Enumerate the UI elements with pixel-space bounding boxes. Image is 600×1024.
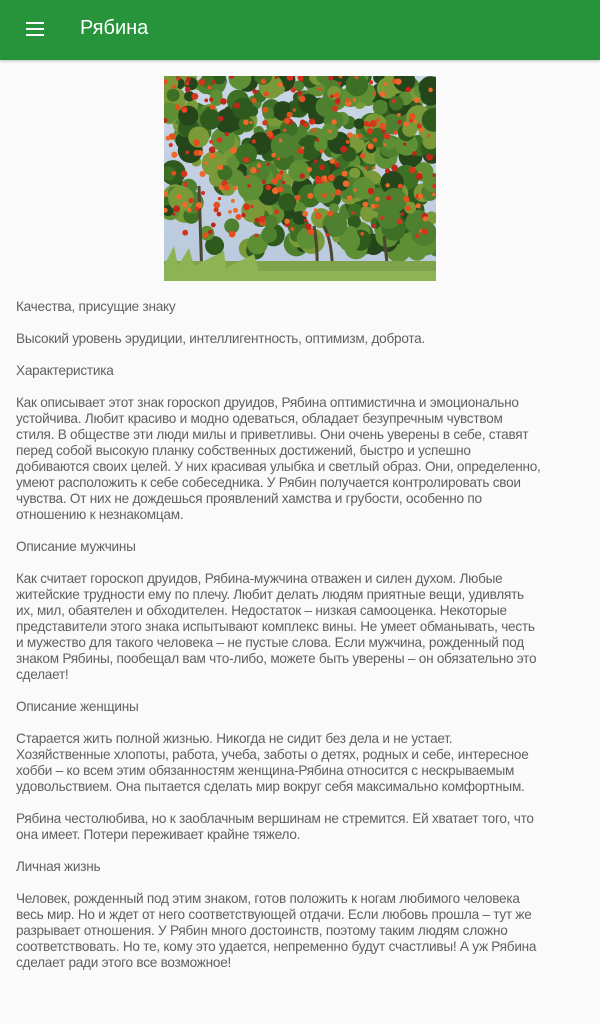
berry-mark — [195, 207, 200, 212]
berry-mark — [305, 223, 312, 230]
berry-mark — [187, 208, 192, 213]
berry-mark — [320, 149, 324, 153]
berry-mark — [232, 186, 237, 191]
berry-mark — [367, 143, 373, 149]
berry-mark — [415, 234, 419, 238]
berry-mark — [398, 184, 403, 189]
berry-mark — [185, 81, 189, 85]
berry-mark — [397, 113, 401, 117]
text-line: Старается жить полной жизнью. Никогда не сидит без дела и не устает. — [16, 731, 453, 746]
berry-mark — [250, 167, 256, 173]
berry-mark — [247, 175, 250, 178]
berry-mark — [331, 193, 334, 196]
berry-mark — [261, 79, 266, 84]
berry-mark — [234, 102, 240, 108]
berry-mark — [165, 136, 170, 141]
text-line: стиля. В обществе эти люди милы и приветливы. Они очень уверены в себе, ставят — [16, 427, 529, 442]
berry-mark — [193, 139, 200, 146]
text-line: Хозяйственные хлопоты, работа, учеба, заботы о детях, родных и себе, интересное — [16, 747, 529, 762]
berry-mark — [266, 163, 269, 166]
berry-mark — [332, 106, 338, 112]
text-line: Описание женщины — [16, 699, 139, 714]
berry-mark — [312, 128, 316, 132]
text-line: Как считает гороскоп друидов, Рябина-мужчина отважен и силен духом. Любые — [16, 571, 503, 586]
article-content — [16, 299, 596, 987]
berry-mark — [397, 120, 402, 125]
text-line: сделает! — [16, 667, 69, 682]
foliage-mark — [264, 215, 277, 228]
berry-mark — [208, 230, 213, 235]
berry-mark — [406, 87, 411, 92]
berry-mark — [428, 88, 433, 93]
berry-mark — [194, 150, 200, 156]
berry-mark — [346, 140, 350, 144]
berry-mark — [182, 230, 188, 236]
berry-mark — [207, 85, 211, 89]
text-line: Рябина честолюбива, но к заоблачным вершинам не стремится. Ей хватает того, что — [16, 811, 534, 826]
berry-mark — [252, 139, 256, 143]
foliage-mark — [424, 110, 434, 120]
foliage-mark — [389, 96, 404, 111]
berry-mark — [229, 231, 236, 238]
berry-mark — [432, 174, 435, 177]
berry-mark — [209, 147, 216, 154]
berry-mark — [290, 227, 294, 231]
berry-mark — [307, 193, 313, 199]
berry-mark — [262, 120, 267, 125]
berry-mark — [391, 165, 398, 172]
berry-mark — [172, 171, 177, 176]
berry-mark — [233, 208, 238, 213]
berry-mark — [231, 199, 235, 203]
berry-mark — [371, 204, 374, 207]
berry-mark — [297, 91, 302, 96]
berry-mark — [340, 146, 347, 153]
berry-mark — [203, 232, 209, 238]
berry-mark — [299, 96, 305, 102]
berry-mark — [331, 119, 336, 124]
berry-mark — [372, 166, 375, 169]
text-line: представители этого знака испытывают комплекс вины. Не умеет обманывать, честь — [16, 619, 535, 634]
berry-mark — [218, 116, 223, 121]
berry-mark — [315, 212, 322, 219]
text-line: умеют расположить к себе собеседника. У Рябин получается контролировать свои — [16, 475, 521, 490]
text-line: удовольствием. Она пытается сделать мир вокруг себя максимально комфортным. — [16, 779, 525, 794]
foliage-mark — [316, 97, 336, 117]
berry-mark — [417, 124, 422, 129]
berry-mark — [385, 168, 390, 173]
berry-mark — [321, 178, 325, 182]
berry-mark — [172, 213, 175, 216]
berry-mark — [185, 151, 189, 155]
berry-mark — [266, 131, 272, 137]
berry-mark — [212, 80, 216, 84]
berry-mark — [241, 213, 245, 217]
berry-mark — [186, 77, 191, 82]
berry-mark — [254, 218, 259, 223]
berry-mark — [262, 107, 268, 113]
berry-mark — [199, 151, 204, 156]
berry-mark — [376, 118, 380, 122]
berry-mark — [330, 158, 335, 163]
berry-mark — [423, 216, 428, 221]
section-heading — [16, 859, 596, 875]
berry-mark — [218, 197, 221, 200]
berry-mark — [257, 163, 262, 168]
berry-mark — [360, 232, 364, 236]
berry-mark — [230, 147, 237, 154]
berry-mark — [304, 219, 307, 222]
berry-mark — [213, 202, 220, 209]
text-line: соответствовать. Но те, кому это удается, непременно будут счастливы! А уж Рябина — [16, 939, 537, 954]
berry-mark — [266, 185, 272, 191]
foliage-mark — [273, 101, 293, 121]
berry-mark — [383, 143, 386, 146]
foliage-mark — [373, 100, 388, 115]
berry-mark — [251, 98, 256, 103]
berry-mark — [328, 174, 335, 181]
berry-mark — [279, 171, 283, 175]
berry-mark — [225, 132, 229, 136]
berry-mark — [228, 210, 232, 214]
berry-mark — [345, 98, 350, 103]
berry-mark — [319, 164, 325, 170]
berry-mark — [183, 182, 188, 187]
berry-mark — [210, 105, 215, 110]
text-line: перед собой высокую планку собственных достижений, быстро и успешно — [16, 443, 471, 458]
text-line: Человек, рожденный под этим знаком, готов положить к ногам любимого человека — [16, 891, 520, 906]
berry-mark — [328, 211, 334, 217]
berry-mark — [188, 198, 193, 203]
berry-mark — [315, 176, 321, 182]
text-line: разрывает отношения. У Рябин много достоинств, поэтому таким людям сложно — [16, 923, 508, 938]
rowan-tree-photo — [164, 76, 436, 281]
berry-mark — [343, 180, 350, 187]
berry-mark — [200, 171, 206, 177]
berry-mark — [416, 173, 423, 180]
foliage-mark — [238, 175, 264, 201]
berry-mark — [352, 211, 355, 214]
berry-mark — [307, 167, 312, 172]
berry-mark — [368, 188, 375, 195]
berry-mark — [209, 153, 215, 159]
berry-mark — [311, 120, 315, 124]
berry-mark — [393, 130, 397, 134]
berry-mark — [254, 234, 258, 238]
berry-mark — [284, 118, 290, 124]
berry-mark — [418, 194, 423, 199]
berry-mark — [262, 180, 266, 184]
berry-mark — [367, 128, 373, 134]
berry-mark — [171, 152, 177, 158]
foliage-mark — [354, 118, 365, 129]
section-heading — [16, 299, 596, 315]
berry-mark — [256, 169, 259, 172]
berry-mark — [395, 78, 401, 84]
berry-mark — [353, 98, 357, 102]
berry-mark — [259, 216, 266, 223]
foliage-mark — [278, 193, 296, 211]
berry-mark — [243, 157, 249, 163]
berry-mark — [278, 82, 283, 87]
berry-mark — [379, 123, 386, 130]
berry-mark — [384, 82, 388, 86]
berry-mark — [342, 171, 348, 177]
berry-mark — [204, 161, 208, 165]
menu-button[interactable] — [14, 8, 58, 52]
berry-mark — [375, 197, 380, 202]
berry-mark — [365, 166, 369, 170]
text-line: житейские трудности ему по плечу. Любит делать людям приятные вещи, удивлять — [16, 587, 524, 602]
berry-mark — [272, 178, 278, 184]
paragraph — [16, 331, 596, 347]
foliage-mark — [232, 98, 254, 120]
berry-mark — [250, 121, 253, 124]
berry-mark — [304, 123, 309, 128]
berry-mark — [373, 138, 378, 143]
berry-mark — [360, 153, 365, 158]
berry-mark — [173, 205, 180, 212]
berry-mark — [286, 112, 292, 118]
berry-mark — [403, 143, 406, 146]
text-line: Личная жизнь — [16, 859, 101, 874]
berry-mark — [414, 97, 420, 103]
text-line: сделает ради этого все возможное! — [16, 955, 232, 970]
text-line: их, мил, обаятелен и обходителен. Недостаток – низкая самооценка. Некоторые — [16, 603, 507, 618]
berry-mark — [314, 208, 317, 211]
text-line: хобби – ко всем этим обязанностям женщина-Рябина относится с нескрываемым — [16, 763, 515, 778]
berry-mark — [421, 229, 427, 235]
berry-mark — [204, 98, 208, 102]
foliage-mark — [382, 188, 407, 213]
berry-mark — [214, 207, 219, 212]
berry-mark — [335, 163, 340, 168]
page-title: Рябина — [80, 17, 149, 39]
foliage-mark — [327, 86, 340, 99]
berry-mark — [250, 205, 253, 208]
berry-mark — [316, 139, 319, 142]
text-line: знаком Рябины, пообещал вам что-либо, можете быть уверены – он обязательно это — [16, 651, 537, 666]
text-line: добиваются своих целей. У них красивая улыбка и светлый образ. Они, определенно, — [16, 459, 541, 474]
berry-mark — [373, 92, 377, 96]
berry-mark — [264, 91, 269, 96]
berry-mark — [385, 183, 389, 187]
berry-mark — [335, 189, 341, 195]
berry-mark — [326, 233, 329, 236]
text-line: и мужество для такого человека – не пустые слова. Если мужчина, рожденный под — [16, 635, 524, 650]
paragraph — [16, 731, 596, 795]
berry-mark — [209, 140, 213, 144]
berry-mark — [380, 91, 386, 97]
foliage-mark — [313, 181, 336, 204]
berry-mark — [354, 188, 357, 191]
berry-mark — [369, 80, 373, 84]
berry-mark — [420, 128, 424, 132]
berry-mark — [274, 210, 279, 215]
text-line: чувства. От них не дождешься проявлений хамства и грубости, особенно по — [16, 491, 482, 506]
berry-mark — [397, 219, 403, 225]
berry-mark — [199, 79, 206, 86]
berry-mark — [426, 154, 433, 161]
paragraph — [16, 891, 596, 971]
berry-mark — [279, 139, 283, 143]
section-heading — [16, 539, 596, 555]
berry-mark — [328, 129, 332, 133]
berry-mark — [413, 120, 416, 123]
berry-mark — [277, 157, 281, 161]
berry-mark — [335, 98, 341, 104]
berry-mark — [176, 76, 180, 80]
berry-mark — [318, 87, 322, 91]
text-line: она имеет. Потери переживает крайне тяжело. — [16, 827, 301, 842]
berry-mark — [217, 164, 223, 170]
berry-mark — [191, 93, 198, 100]
berry-mark — [347, 132, 353, 138]
berry-mark — [277, 187, 283, 193]
foliage-mark — [288, 160, 309, 181]
berry-mark — [185, 87, 191, 93]
berry-mark — [347, 195, 352, 200]
text-line: Качества, присущие знаку — [16, 299, 176, 314]
text-line: отношению к незнакомцам. — [16, 507, 184, 522]
text-line: Характеристика — [16, 363, 114, 378]
berry-mark — [243, 204, 250, 211]
berry-mark — [409, 113, 415, 119]
text-line: весь мир. Но и ждет от него соответствующей отдачи. Если любовь прошла – тут же — [16, 907, 532, 922]
berry-mark — [172, 85, 176, 89]
berry-mark — [322, 193, 327, 198]
berry-mark — [300, 173, 305, 178]
berry-mark — [217, 137, 223, 143]
berry-mark — [384, 133, 390, 139]
berry-mark — [432, 193, 436, 197]
berry-mark — [282, 181, 286, 185]
berry-mark — [330, 95, 333, 98]
text-line: Высокий уровень эрудиции, интеллигентность, оптимизм, доброта. — [16, 331, 425, 346]
berry-mark — [386, 195, 391, 200]
berry-mark — [175, 104, 181, 110]
text-line: Как описывает этот знак гороскоп друидов, Рябина оптимистична и эмоционально — [16, 395, 519, 410]
berry-mark — [416, 203, 421, 208]
text-line: Описание мужчины — [16, 539, 136, 554]
berry-mark — [220, 98, 226, 104]
berry-mark — [176, 194, 181, 199]
berry-mark — [370, 120, 377, 127]
berry-mark — [409, 167, 416, 174]
berry-mark — [181, 171, 188, 178]
berry-mark — [236, 214, 242, 220]
foliage-mark — [200, 109, 221, 130]
berry-mark — [358, 134, 362, 138]
berry-mark — [380, 216, 384, 220]
berry-mark — [427, 134, 430, 137]
berry-mark — [371, 224, 375, 228]
berry-mark — [412, 151, 417, 156]
berry-mark — [247, 184, 251, 188]
berry-mark — [363, 202, 369, 208]
berry-mark — [375, 204, 379, 208]
text-line: устойчива. Любит красиво и модно одеваться, обладает безупречным чувством — [16, 411, 503, 426]
section-heading — [16, 699, 596, 715]
berry-mark — [182, 109, 186, 113]
berry-mark — [338, 82, 341, 85]
berry-mark — [211, 223, 216, 228]
berry-mark — [302, 211, 308, 217]
foliage-mark — [261, 227, 277, 243]
berry-mark — [217, 212, 222, 217]
berry-mark — [392, 99, 396, 103]
berry-mark — [293, 108, 296, 111]
section-heading — [16, 363, 596, 379]
berry-mark — [252, 89, 257, 94]
berry-mark — [169, 143, 173, 147]
berry-mark — [271, 153, 276, 158]
app-bar — [0, 0, 600, 60]
berry-mark — [291, 87, 296, 92]
foliage-mark — [167, 89, 180, 102]
berry-mark — [404, 197, 409, 202]
berry-mark — [314, 159, 318, 163]
berry-mark — [284, 218, 290, 224]
berry-mark — [201, 191, 205, 195]
berry-mark — [209, 98, 213, 102]
berry-mark — [283, 129, 286, 132]
berry-mark — [243, 119, 249, 125]
paragraph — [16, 571, 596, 683]
berry-mark — [295, 195, 301, 201]
berry-mark — [400, 212, 404, 216]
berry-mark — [334, 92, 340, 98]
paragraph — [16, 395, 596, 523]
berry-mark — [182, 202, 188, 208]
berry-mark — [405, 205, 411, 211]
berry-mark — [224, 184, 230, 190]
berry-mark — [403, 121, 409, 127]
berry-mark — [301, 146, 304, 149]
paragraph — [16, 811, 596, 843]
